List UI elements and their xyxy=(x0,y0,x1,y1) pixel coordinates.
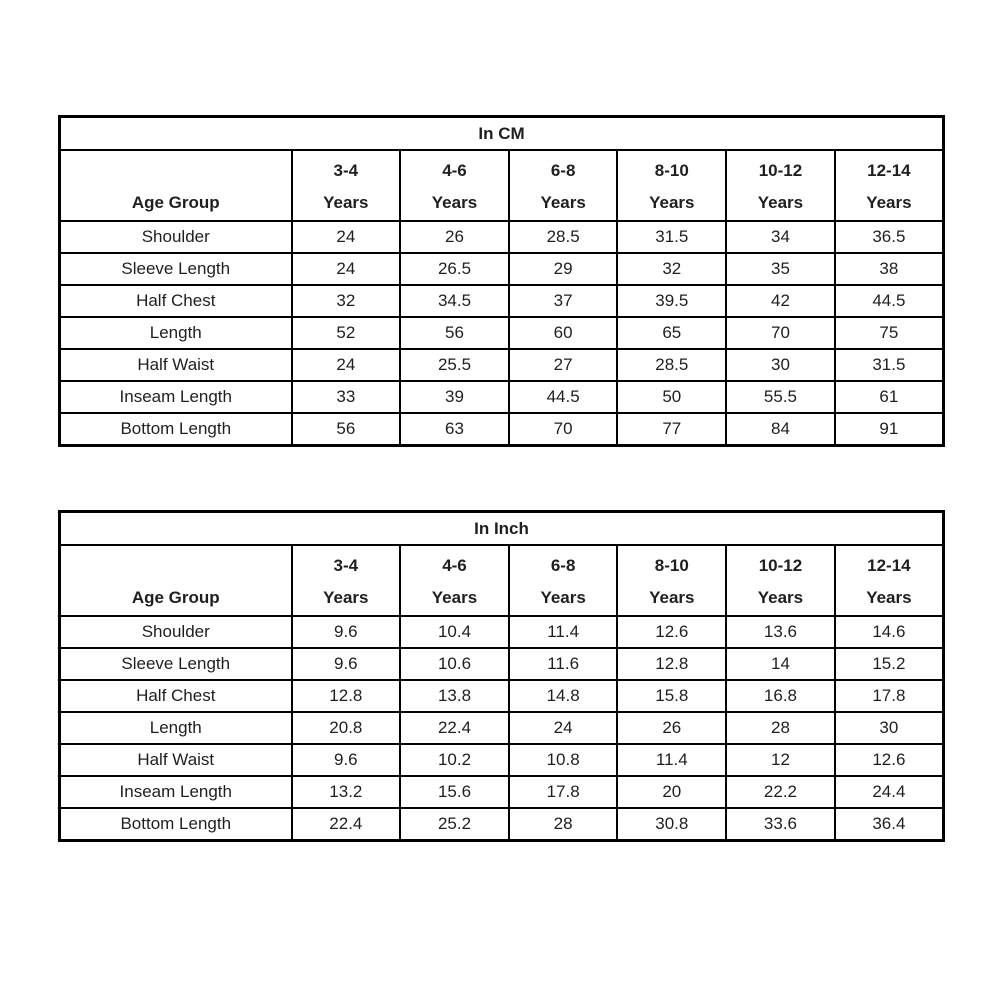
measurement-value: 34 xyxy=(726,221,835,253)
measurement-value: 15.6 xyxy=(400,776,509,808)
measurement-value: 22.4 xyxy=(292,808,401,841)
table-row xyxy=(60,285,944,317)
table-row xyxy=(60,712,944,744)
measurement-label: Length xyxy=(60,317,292,349)
measurement-value: 31.5 xyxy=(617,221,726,253)
table-title-row xyxy=(60,512,944,546)
age-range: 10-12 xyxy=(758,161,803,180)
age-range: 3-4 xyxy=(333,161,359,180)
measurement-value: 32 xyxy=(292,285,401,317)
age-unit: Years xyxy=(649,588,695,607)
age-range: 10-12 xyxy=(758,556,803,575)
table-row xyxy=(60,221,944,253)
measurement-label: Half Waist xyxy=(60,744,292,776)
measurement-value: 12.6 xyxy=(617,616,726,648)
measurement-value: 32 xyxy=(617,253,726,285)
column-header-row xyxy=(60,150,944,221)
measurement-value: 17.8 xyxy=(835,680,944,712)
age-range: 8-10 xyxy=(654,556,689,575)
measurement-value: 28 xyxy=(726,712,835,744)
measurement-value: 13.8 xyxy=(400,680,509,712)
age-column-header xyxy=(509,150,618,221)
table-row xyxy=(60,616,944,648)
table-row xyxy=(60,381,944,413)
age-column-header xyxy=(617,545,726,616)
measurement-value: 10.4 xyxy=(400,616,509,648)
age-group-header: Age Group xyxy=(60,150,292,221)
measurement-value: 36.5 xyxy=(835,221,944,253)
measurement-value: 14 xyxy=(726,648,835,680)
measurement-value: 61 xyxy=(835,381,944,413)
measurement-label: Sleeve Length xyxy=(60,253,292,285)
measurement-value: 50 xyxy=(617,381,726,413)
measurement-value: 44.5 xyxy=(509,381,618,413)
age-unit: Years xyxy=(866,193,912,212)
measurement-value: 70 xyxy=(509,413,618,446)
age-unit: Years xyxy=(649,193,695,212)
measurement-label: Sleeve Length xyxy=(60,648,292,680)
measurement-value: 20 xyxy=(617,776,726,808)
table-row xyxy=(60,253,944,285)
measurement-value: 11.4 xyxy=(509,616,618,648)
table-body xyxy=(60,221,944,446)
measurement-value: 24 xyxy=(292,253,401,285)
measurement-label: Bottom Length xyxy=(60,413,292,446)
age-column-header xyxy=(617,150,726,221)
measurement-value: 22.2 xyxy=(726,776,835,808)
measurement-value: 13.6 xyxy=(726,616,835,648)
measurement-label: Inseam Length xyxy=(60,381,292,413)
measurement-value: 28.5 xyxy=(617,349,726,381)
measurement-value: 33.6 xyxy=(726,808,835,841)
age-column-header xyxy=(400,150,509,221)
measurement-value: 30 xyxy=(835,712,944,744)
measurement-value: 27 xyxy=(509,349,618,381)
age-group-header: Age Group xyxy=(60,545,292,616)
measurement-label: Length xyxy=(60,712,292,744)
measurement-value: 28 xyxy=(509,808,618,841)
measurement-value: 42 xyxy=(726,285,835,317)
measurement-label: Inseam Length xyxy=(60,776,292,808)
measurement-value: 35 xyxy=(726,253,835,285)
measurement-label: Half Chest xyxy=(60,680,292,712)
measurement-label: Shoulder xyxy=(60,616,292,648)
measurement-label: Half Chest xyxy=(60,285,292,317)
table-row xyxy=(60,413,944,446)
measurement-value: 34.5 xyxy=(400,285,509,317)
age-unit: Years xyxy=(866,588,912,607)
measurement-value: 44.5 xyxy=(835,285,944,317)
age-column-header xyxy=(292,150,401,221)
measurement-value: 39 xyxy=(400,381,509,413)
measurement-value: 56 xyxy=(400,317,509,349)
measurement-value: 17.8 xyxy=(509,776,618,808)
measurement-value: 24 xyxy=(292,349,401,381)
measurement-label: Shoulder xyxy=(60,221,292,253)
measurement-value: 75 xyxy=(835,317,944,349)
measurement-value: 25.5 xyxy=(400,349,509,381)
age-range: 12-14 xyxy=(867,556,911,575)
measurement-value: 60 xyxy=(509,317,618,349)
measurement-value: 24.4 xyxy=(835,776,944,808)
age-column-header xyxy=(292,545,401,616)
measurement-value: 24 xyxy=(509,712,618,744)
measurement-value: 55.5 xyxy=(726,381,835,413)
measurement-value: 52 xyxy=(292,317,401,349)
age-range: 8-10 xyxy=(654,161,689,180)
table-row xyxy=(60,776,944,808)
age-column-header xyxy=(400,545,509,616)
measurement-value: 15.8 xyxy=(617,680,726,712)
table-body xyxy=(60,616,944,841)
measurement-value: 14.8 xyxy=(509,680,618,712)
table-row xyxy=(60,680,944,712)
measurement-value: 36.4 xyxy=(835,808,944,841)
measurement-value: 56 xyxy=(292,413,401,446)
table-row xyxy=(60,317,944,349)
age-column-header xyxy=(726,150,835,221)
age-column-header xyxy=(835,150,944,221)
measurement-value: 33 xyxy=(292,381,401,413)
age-unit: Years xyxy=(757,193,804,212)
measurement-value: 20.8 xyxy=(292,712,401,744)
measurement-value: 37 xyxy=(509,285,618,317)
table-row xyxy=(60,808,944,841)
column-header-row xyxy=(60,545,944,616)
age-unit: Years xyxy=(431,588,478,607)
table-title: In CM xyxy=(60,117,944,151)
table-row xyxy=(60,349,944,381)
age-unit: Years xyxy=(323,588,369,607)
table-row xyxy=(60,648,944,680)
measurement-value: 31.5 xyxy=(835,349,944,381)
measurement-value: 25.2 xyxy=(400,808,509,841)
measurement-value: 11.4 xyxy=(617,744,726,776)
measurement-value: 38 xyxy=(835,253,944,285)
cm-size-table xyxy=(58,115,945,447)
age-column-header xyxy=(509,545,618,616)
measurement-value: 91 xyxy=(835,413,944,446)
measurement-value: 10.8 xyxy=(509,744,618,776)
measurement-value: 63 xyxy=(400,413,509,446)
measurement-value: 24 xyxy=(292,221,401,253)
size-chart xyxy=(58,115,945,842)
measurement-value: 22.4 xyxy=(400,712,509,744)
age-range: 12-14 xyxy=(867,161,911,180)
measurement-value: 77 xyxy=(617,413,726,446)
measurement-value: 29 xyxy=(509,253,618,285)
measurement-value: 70 xyxy=(726,317,835,349)
measurement-value: 30.8 xyxy=(617,808,726,841)
measurement-value: 30 xyxy=(726,349,835,381)
age-unit: Years xyxy=(431,193,478,212)
measurement-value: 28.5 xyxy=(509,221,618,253)
table-title-row xyxy=(60,117,944,151)
age-range: 4-6 xyxy=(442,556,467,575)
measurement-value: 13.2 xyxy=(292,776,401,808)
age-range: 3-4 xyxy=(333,556,359,575)
measurement-value: 9.6 xyxy=(292,744,401,776)
measurement-value: 65 xyxy=(617,317,726,349)
age-unit: Years xyxy=(540,588,586,607)
age-unit: Years xyxy=(323,193,369,212)
measurement-value: 12.8 xyxy=(617,648,726,680)
measurement-value: 10.6 xyxy=(400,648,509,680)
measurement-value: 12.6 xyxy=(835,744,944,776)
table-title: In Inch xyxy=(60,512,944,546)
measurement-value: 16.8 xyxy=(726,680,835,712)
measurement-value: 11.6 xyxy=(509,648,618,680)
measurement-value: 15.2 xyxy=(835,648,944,680)
measurement-label: Bottom Length xyxy=(60,808,292,841)
inch-size-table xyxy=(58,510,945,842)
age-range: 6-8 xyxy=(550,556,576,575)
age-unit: Years xyxy=(757,588,804,607)
measurement-value: 39.5 xyxy=(617,285,726,317)
measurement-value: 14.6 xyxy=(835,616,944,648)
age-range: 4-6 xyxy=(442,161,467,180)
measurement-value: 26 xyxy=(617,712,726,744)
measurement-value: 26 xyxy=(400,221,509,253)
measurement-value: 12.8 xyxy=(292,680,401,712)
measurement-value: 84 xyxy=(726,413,835,446)
age-unit: Years xyxy=(540,193,586,212)
table-row xyxy=(60,744,944,776)
measurement-label: Half Waist xyxy=(60,349,292,381)
measurement-value: 9.6 xyxy=(292,616,401,648)
measurement-value: 26.5 xyxy=(400,253,509,285)
measurement-value: 12 xyxy=(726,744,835,776)
age-column-header xyxy=(835,545,944,616)
age-range: 6-8 xyxy=(550,161,576,180)
measurement-value: 10.2 xyxy=(400,744,509,776)
measurement-value: 9.6 xyxy=(292,648,401,680)
age-column-header xyxy=(726,545,835,616)
